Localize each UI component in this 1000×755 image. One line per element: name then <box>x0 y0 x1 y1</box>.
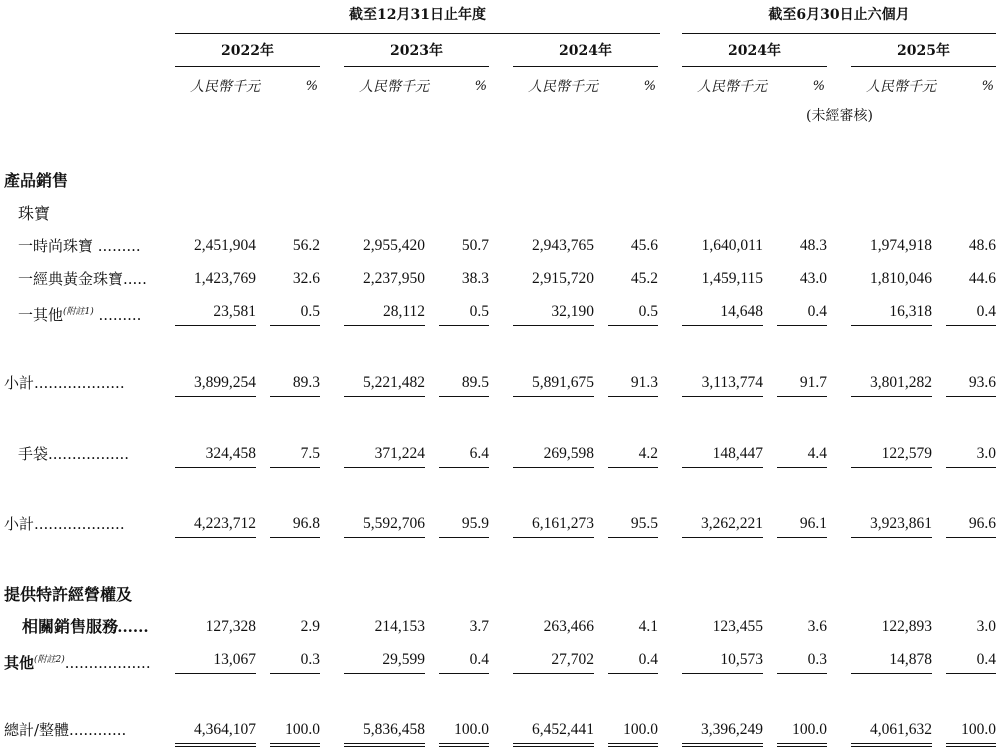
total-double-rule <box>682 743 763 747</box>
cell-gold-jewelry-percent: 32.6 <box>292 270 320 287</box>
subtotal-rule <box>946 467 996 468</box>
subtotal-rule <box>513 325 594 326</box>
group-header-fiscal-year: 截至12月31日止年度 <box>349 7 486 23</box>
cell-handbags-percent: 3.0 <box>976 445 996 462</box>
year-header: 2023年 <box>390 43 443 59</box>
total-double-rule <box>851 743 932 747</box>
cell-subtotal-jewelry-amount: 3,899,254 <box>194 374 256 391</box>
cell-fashion-jewelry-percent: 50.7 <box>461 237 489 254</box>
cell-subtotal-jewelry-amount: 3,113,774 <box>701 374 763 391</box>
cell-fashion-jewelry-percent: 56.2 <box>292 237 320 254</box>
cell-other-jewelry-percent: 0.5 <box>469 303 489 320</box>
cell-total-amount: 3,396,249 <box>701 721 763 738</box>
cell-subtotal-jewelry-percent: 91.7 <box>799 374 827 391</box>
cell-subtotal-products-amount: 3,923,861 <box>870 515 932 532</box>
year-rule <box>851 66 996 67</box>
cell-subtotal-jewelry-amount: 5,221,482 <box>363 374 425 391</box>
cell-fashion-jewelry-percent: 48.6 <box>968 237 996 254</box>
subtotal-rule <box>270 396 320 397</box>
total-double-rule <box>608 743 658 747</box>
subtotal-rule <box>175 325 256 326</box>
cell-gold-jewelry-percent: 43.0 <box>799 270 827 287</box>
cell-franchise-services-percent: 3.6 <box>807 618 827 635</box>
cell-gold-jewelry-amount: 1,459,115 <box>701 270 763 287</box>
cell-subtotal-jewelry-amount: 3,801,282 <box>870 374 932 391</box>
subtotal-rule <box>851 673 932 674</box>
cell-franchise-services-amount: 127,328 <box>205 618 256 635</box>
row-label-subtotal-products: 小計................... <box>4 515 125 533</box>
cell-fashion-jewelry-amount: 2,955,420 <box>363 237 425 254</box>
row-label-subtotal-jewelry: 小計................... <box>4 374 125 392</box>
subtotal-rule <box>608 537 658 538</box>
subtotal-rule <box>946 673 996 674</box>
cell-handbags-amount: 122,579 <box>881 445 932 462</box>
row-label-fashion-jewelry: 一時尚珠寶 ......... <box>18 237 141 255</box>
cell-handbags-percent: 7.5 <box>300 445 320 462</box>
cell-gold-jewelry-percent: 45.2 <box>630 270 658 287</box>
subtotal-rule <box>344 673 425 674</box>
subtotal-rule <box>777 537 827 538</box>
subtotal-rule <box>682 325 763 326</box>
cell-total-percent: 100.0 <box>623 721 658 738</box>
cell-handbags-amount: 324,458 <box>205 445 256 462</box>
subtotal-rule <box>608 467 658 468</box>
year-rule <box>682 66 827 67</box>
subtotal-rule <box>270 467 320 468</box>
pct-header: % <box>474 79 487 94</box>
cell-subtotal-products-amount: 5,592,706 <box>363 515 425 532</box>
subtotal-rule <box>946 325 996 326</box>
cell-franchise-services-percent: 4.1 <box>638 618 658 635</box>
cell-others-percent: 0.3 <box>807 651 827 668</box>
subtotal-rule <box>344 325 425 326</box>
subtotal-rule <box>608 325 658 326</box>
cell-handbags-amount: 148,447 <box>712 445 763 462</box>
total-double-rule <box>777 743 827 747</box>
cell-total-percent: 100.0 <box>285 721 320 738</box>
cell-subtotal-products-percent: 96.8 <box>292 515 320 532</box>
section-franchise: 提供特許經營權及 <box>4 585 133 604</box>
unit-header: 人民幣千元 <box>866 79 936 95</box>
subtotal-rule <box>175 396 256 397</box>
cell-gold-jewelry-percent: 44.6 <box>968 270 996 287</box>
subtotal-rule <box>851 396 932 397</box>
header-rule <box>682 33 996 34</box>
total-double-rule <box>439 743 489 747</box>
subtotal-rule <box>439 396 489 397</box>
subtotal-rule <box>513 673 594 674</box>
cell-other-jewelry-percent: 0.4 <box>976 303 996 320</box>
cell-handbags-percent: 6.4 <box>469 445 489 462</box>
subtotal-rule <box>608 396 658 397</box>
cell-subtotal-jewelry-percent: 91.3 <box>630 374 658 391</box>
cell-other-jewelry-percent: 0.4 <box>807 303 827 320</box>
cell-franchise-services-percent: 3.0 <box>976 618 996 635</box>
unit-header: 人民幣千元 <box>190 79 260 95</box>
total-double-rule <box>946 743 996 747</box>
total-double-rule <box>270 743 320 747</box>
subtotal-rule <box>682 537 763 538</box>
cell-total-amount: 6,452,441 <box>532 721 594 738</box>
cell-subtotal-products-amount: 3,262,221 <box>701 515 763 532</box>
subtotal-rule <box>777 325 827 326</box>
year-header: 2024年 <box>559 43 612 59</box>
subtotal-rule <box>439 325 489 326</box>
cell-others-amount: 29,599 <box>382 651 425 668</box>
pct-header: % <box>643 79 656 94</box>
subtotal-rule <box>513 537 594 538</box>
subtotal-rule <box>777 673 827 674</box>
cell-franchise-services-amount: 263,466 <box>543 618 594 635</box>
group-header-six-months: 截至6月30日止六個月 <box>768 7 910 23</box>
row-label-handbags: 手袋................. <box>18 445 130 463</box>
subtotal-rule <box>175 673 256 674</box>
row-label-gold-jewelry: 一經典黃金珠寶..... <box>18 270 147 288</box>
cell-other-jewelry-amount: 28,112 <box>382 303 425 320</box>
unit-header: 人民幣千元 <box>359 79 429 95</box>
subtotal-rule <box>608 673 658 674</box>
section-jewelry: 珠寶 <box>18 204 51 223</box>
year-header: 2022年 <box>221 43 274 59</box>
header-rule <box>175 33 660 34</box>
cell-total-amount: 5,836,458 <box>363 721 425 738</box>
cell-fashion-jewelry-percent: 45.6 <box>630 237 658 254</box>
subtotal-rule <box>777 467 827 468</box>
row-label-others: 其他$^{(附註2)}$.................. <box>4 654 151 672</box>
subtotal-rule <box>946 396 996 397</box>
subtotal-rule <box>270 673 320 674</box>
cell-subtotal-products-percent: 96.1 <box>799 515 827 532</box>
cell-subtotal-jewelry-percent: 89.5 <box>461 374 489 391</box>
section-franchise-services: 相關銷售服務 <box>22 617 119 636</box>
row-label-franchise-dots: ....... <box>112 618 149 636</box>
cell-other-jewelry-amount: 14,648 <box>720 303 763 320</box>
subtotal-rule <box>344 396 425 397</box>
subtotal-rule <box>439 537 489 538</box>
subtotal-rule <box>513 467 594 468</box>
subtotal-rule <box>682 467 763 468</box>
cell-others-amount: 10,573 <box>720 651 763 668</box>
cell-others-amount: 27,702 <box>551 651 594 668</box>
cell-subtotal-jewelry-percent: 89.3 <box>292 374 320 391</box>
subtotal-rule <box>851 325 932 326</box>
subtotal-rule <box>513 396 594 397</box>
subtotal-rule <box>851 537 932 538</box>
cell-total-percent: 100.0 <box>792 721 827 738</box>
cell-gold-jewelry-amount: 2,237,950 <box>363 270 425 287</box>
cell-others-percent: 0.4 <box>638 651 658 668</box>
cell-handbags-amount: 371,224 <box>374 445 425 462</box>
subtotal-rule <box>439 467 489 468</box>
unit-header: 人民幣千元 <box>697 79 767 95</box>
total-double-rule <box>175 743 256 747</box>
cell-subtotal-jewelry-amount: 5,891,675 <box>532 374 594 391</box>
cell-others-percent: 0.4 <box>976 651 996 668</box>
cell-handbags-percent: 4.4 <box>807 445 827 462</box>
cell-handbags-amount: 269,598 <box>543 445 594 462</box>
subtotal-rule <box>682 396 763 397</box>
pct-header: % <box>812 79 825 94</box>
pct-header: % <box>981 79 994 94</box>
pct-header: % <box>305 79 318 94</box>
subtotal-rule <box>777 396 827 397</box>
cell-other-jewelry-amount: 16,318 <box>889 303 932 320</box>
subtotal-rule <box>344 467 425 468</box>
cell-others-percent: 0.4 <box>469 651 489 668</box>
cell-total-percent: 100.0 <box>454 721 489 738</box>
cell-franchise-services-amount: 122,893 <box>881 618 932 635</box>
subtotal-rule <box>682 673 763 674</box>
cell-franchise-services-amount: 214,153 <box>374 618 425 635</box>
cell-fashion-jewelry-amount: 1,640,011 <box>701 237 763 254</box>
cell-franchise-services-amount: 123,455 <box>712 618 763 635</box>
row-label-total: 總計/整體............ <box>4 721 127 739</box>
subtotal-rule <box>270 325 320 326</box>
cell-gold-jewelry-amount: 2,915,720 <box>532 270 594 287</box>
cell-franchise-services-percent: 2.9 <box>300 618 320 635</box>
cell-other-jewelry-amount: 32,190 <box>551 303 594 320</box>
subtotal-rule <box>270 537 320 538</box>
cell-subtotal-jewelry-percent: 93.6 <box>968 374 996 391</box>
subtotal-rule <box>439 673 489 674</box>
unaudited-note: (未經審核) <box>806 108 873 124</box>
unit-header: 人民幣千元 <box>528 79 598 95</box>
cell-total-amount: 4,364,107 <box>194 721 256 738</box>
row-label-other-jewelry: 一其他$^{(附註1)}$ ......... <box>18 306 142 324</box>
total-double-rule <box>513 743 594 747</box>
cell-subtotal-products-amount: 4,223,712 <box>194 515 256 532</box>
cell-other-jewelry-amount: 23,581 <box>213 303 256 320</box>
cell-subtotal-products-percent: 96.6 <box>968 515 996 532</box>
subtotal-rule <box>175 537 256 538</box>
section-product-sales: 產品銷售 <box>4 171 69 190</box>
cell-fashion-jewelry-amount: 1,974,918 <box>870 237 932 254</box>
cell-other-jewelry-percent: 0.5 <box>300 303 320 320</box>
cell-handbags-percent: 4.2 <box>638 445 658 462</box>
note-ref: (附註1) <box>63 307 94 317</box>
year-header: 2024年 <box>728 43 781 59</box>
year-rule <box>344 66 489 67</box>
cell-fashion-jewelry-amount: 2,451,904 <box>194 237 256 254</box>
cell-fashion-jewelry-amount: 2,943,765 <box>532 237 594 254</box>
cell-others-amount: 14,878 <box>889 651 932 668</box>
cell-gold-jewelry-amount: 1,423,769 <box>194 270 256 287</box>
cell-subtotal-products-percent: 95.5 <box>630 515 658 532</box>
cell-subtotal-products-percent: 95.9 <box>461 515 489 532</box>
cell-gold-jewelry-amount: 1,810,046 <box>870 270 932 287</box>
subtotal-rule <box>851 467 932 468</box>
cell-fashion-jewelry-percent: 48.3 <box>799 237 827 254</box>
total-double-rule <box>344 743 425 747</box>
subtotal-rule <box>344 537 425 538</box>
year-rule <box>175 66 320 67</box>
cell-gold-jewelry-percent: 38.3 <box>461 270 489 287</box>
cell-total-percent: 100.0 <box>961 721 996 738</box>
cell-other-jewelry-percent: 0.5 <box>638 303 658 320</box>
cell-others-amount: 13,067 <box>213 651 256 668</box>
cell-others-percent: 0.3 <box>300 651 320 668</box>
cell-franchise-services-percent: 3.7 <box>469 618 489 635</box>
cell-total-amount: 4,061,632 <box>870 721 932 738</box>
year-rule <box>513 66 658 67</box>
note-ref: (附註2) <box>34 655 65 665</box>
year-header: 2025年 <box>897 43 950 59</box>
subtotal-rule <box>175 467 256 468</box>
subtotal-rule <box>946 537 996 538</box>
cell-subtotal-products-amount: 6,161,273 <box>532 515 594 532</box>
